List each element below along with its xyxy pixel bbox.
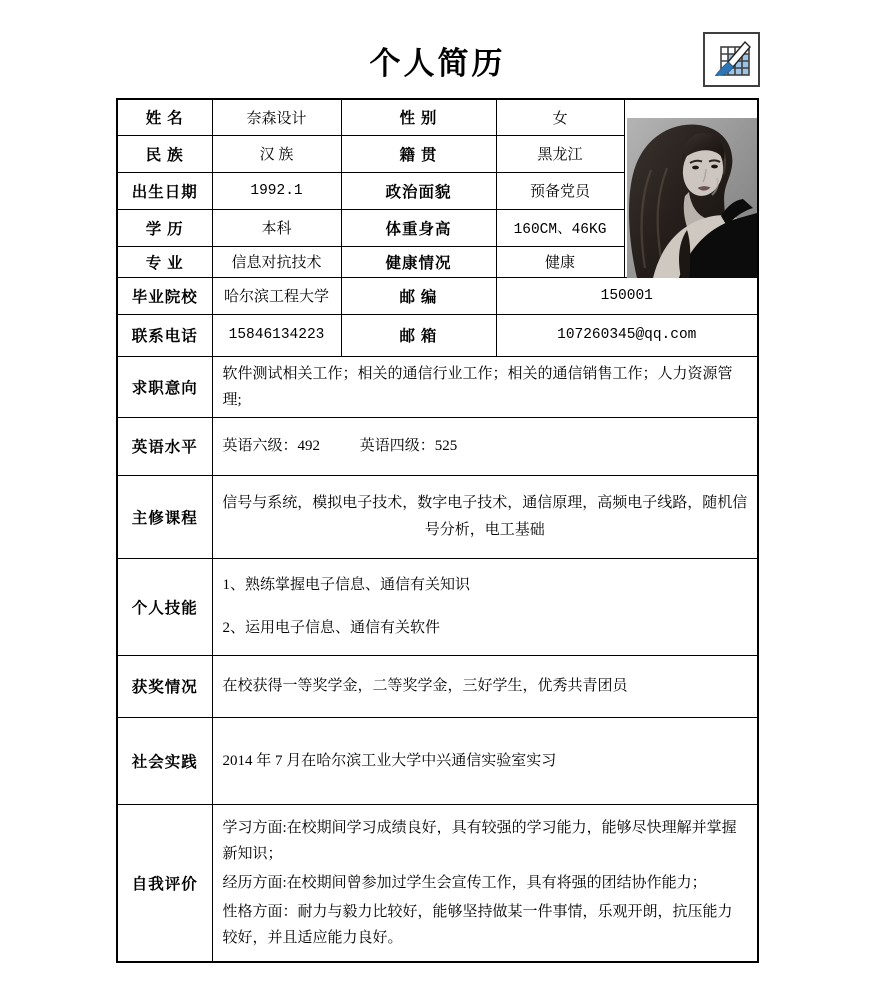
table-row [117,804,758,962]
gender-value: 女 [496,99,624,135]
origin-label: 籍 贯 [341,135,496,172]
cet6-score: 英语六级：492 [222,438,321,454]
phone-label: 联系电话 [117,314,212,356]
postal-code-label: 邮 编 [341,277,496,314]
email-value: 107260345@qq.com [496,314,758,356]
table-row [117,717,758,804]
skills-content [212,558,758,655]
school-value: 哈尔滨工程大学 [212,277,341,314]
name-label: 姓 名 [117,99,212,135]
table-row [117,655,758,717]
ethnicity-value: 汉 族 [212,135,341,172]
self-evaluation-label: 自我评价 [117,804,212,962]
name-value: 奈森设计 [212,99,341,135]
courses-content: 信号与系统，模拟电子技术，数字电子技术，通信原理，高频电子线路，随机信号分析，电工基础 [212,475,758,558]
health-value: 健康 [496,246,624,277]
skills-item-1: 1、熟练掌握电子信息、通信有关知识 [222,577,471,593]
english-level-content [212,417,758,475]
practice-content: 2014 年 7 月在哈尔滨工业大学中兴通信实验室实习 [212,717,758,804]
cet4-score: 英语四级：525 [359,438,458,454]
awards-label: 获奖情况 [117,655,212,717]
courses-label: 主修课程 [117,475,212,558]
email-label: 邮 箱 [341,314,496,356]
table-row [117,475,758,558]
table-row [117,356,758,417]
birth-date-label: 出生日期 [117,172,212,209]
english-level-label: 英语水平 [117,417,212,475]
self-evaluation-content [212,804,758,962]
practice-label: 社会实践 [117,717,212,804]
table-brush-logo [703,32,760,87]
postal-code-value: 150001 [496,277,758,314]
page-title: 个人简历 [369,46,506,81]
skills-item-2: 2、运用电子信息、通信有关软件 [222,620,441,636]
major-value: 信息对抗技术 [212,246,341,277]
portrait-photo-image [627,118,757,278]
school-label: 毕业院校 [117,277,212,314]
birth-date-value: 1992.1 [212,172,341,209]
height-weight-label: 体重身高 [341,209,496,246]
objective-label: 求职意向 [117,356,212,417]
political-status-value: 预备党员 [496,172,624,209]
gender-label: 性 别 [341,99,496,135]
political-status-label: 政治面貌 [341,172,496,209]
evaluation-experience: 经历方面:在校期间曾参加过学生会宣传工作，具有将强的团结协作能力； [222,874,707,891]
ethnicity-label: 民 族 [117,135,212,172]
awards-content: 在校获得一等奖学金，二等奖学金，三好学生，优秀共青团员 [212,655,758,717]
education-value: 本科 [212,209,341,246]
evaluation-study: 学习方面:在校期间学习成绩良好，具有较强的学习能力，能够尽快理解并掌握新知识； [222,819,737,862]
table-row [117,314,758,356]
evaluation-personality: 性格方面：耐力与毅力比较好，能够坚持做某一件事情，乐观开朗，抗压能力较好，并且适应能力良好。 [222,903,733,946]
phone-value: 15846134223 [212,314,341,356]
table-row [117,558,758,655]
portrait-photo [627,118,757,278]
origin-value: 黑龙江 [496,135,624,172]
objective-content: 软件测试相关工作；相关的通信行业工作；相关的通信销售工作；人力资源管理; [212,356,758,417]
health-label: 健康情况 [341,246,496,277]
major-label: 专 业 [117,246,212,277]
table-brush-icon [712,40,752,80]
height-weight-value: 160CM、46KG [496,209,624,246]
table-row [117,417,758,475]
table-row [117,277,758,314]
skills-label: 个人技能 [117,558,212,655]
education-label: 学 历 [117,209,212,246]
